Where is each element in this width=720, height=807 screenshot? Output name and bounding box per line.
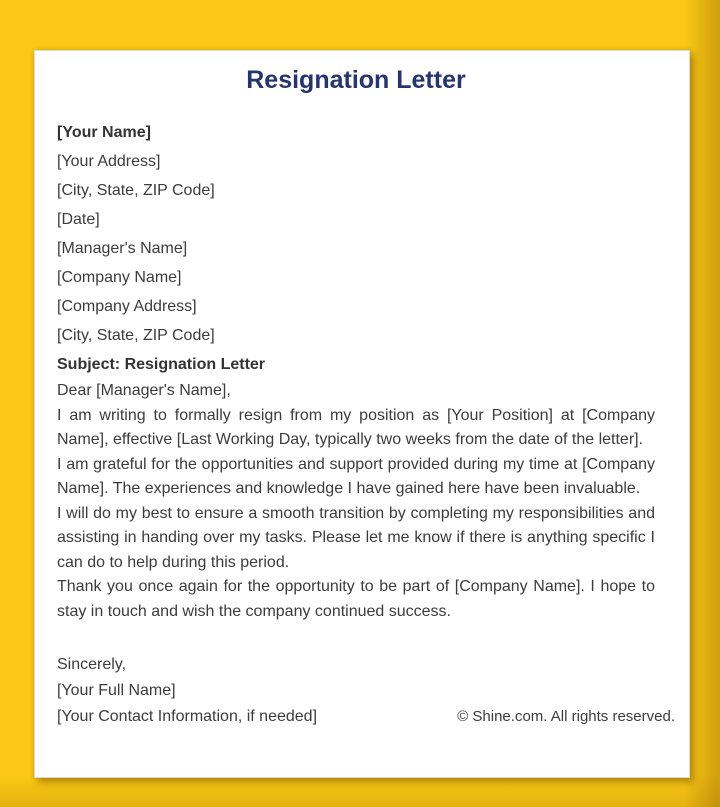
manager-name-line: [Manager's Name] — [57, 240, 188, 257]
salutation-line: Dear [Manager's Name], — [57, 382, 231, 399]
letter-header-block — [57, 118, 655, 379]
paragraph-transition: I will do my best to ensure a smooth transition by completing my responsibilities and assisting in handing over my tasks. Please let me know if there is anything specific I can do to help during this period. — [57, 504, 655, 571]
sender-name-line: [Your Name] — [57, 124, 151, 141]
footer-row — [57, 704, 675, 730]
date-line: [Date] — [57, 211, 100, 228]
paragraph-gratitude: I am grateful for the opportunities and support provided during my time at [Company Name]. The experiences and knowledge I have gained here have been invaluable. — [57, 455, 655, 497]
letter-closing-block — [57, 652, 675, 730]
subject-line: Subject: Resignation Letter — [57, 356, 266, 373]
sender-address-line: [Your Address] — [57, 153, 161, 170]
company-address-line: [Company Address] — [57, 298, 197, 315]
closing-sincerely-line: Sincerely, — [57, 656, 127, 673]
paragraph-thanks: Thank you once again for the opportunity to be part of [Company Name]. I hope to stay in touch and wish the company continued success. — [57, 578, 655, 620]
letter-card — [34, 50, 690, 778]
sender-city-line: [City, State, ZIP Code] — [57, 182, 215, 199]
company-city-line: [City, State, ZIP Code] — [57, 327, 215, 344]
letter-body-block — [57, 379, 655, 624]
company-name-line: [Company Name] — [57, 269, 182, 286]
copyright-notice: © Shine.com. All rights reserved. — [457, 708, 675, 725]
closing-fullname-line: [Your Full Name] — [57, 682, 176, 699]
closing-contact-line: [Your Contact Information, if needed] — [57, 708, 318, 725]
page-title: Resignation Letter — [246, 66, 466, 94]
paragraph-resignation: I am writing to formally resign from my position as [Your Position] at [Company Name], effective [Last Working Day, typically two weeks from the date of the letter]. — [57, 406, 655, 448]
